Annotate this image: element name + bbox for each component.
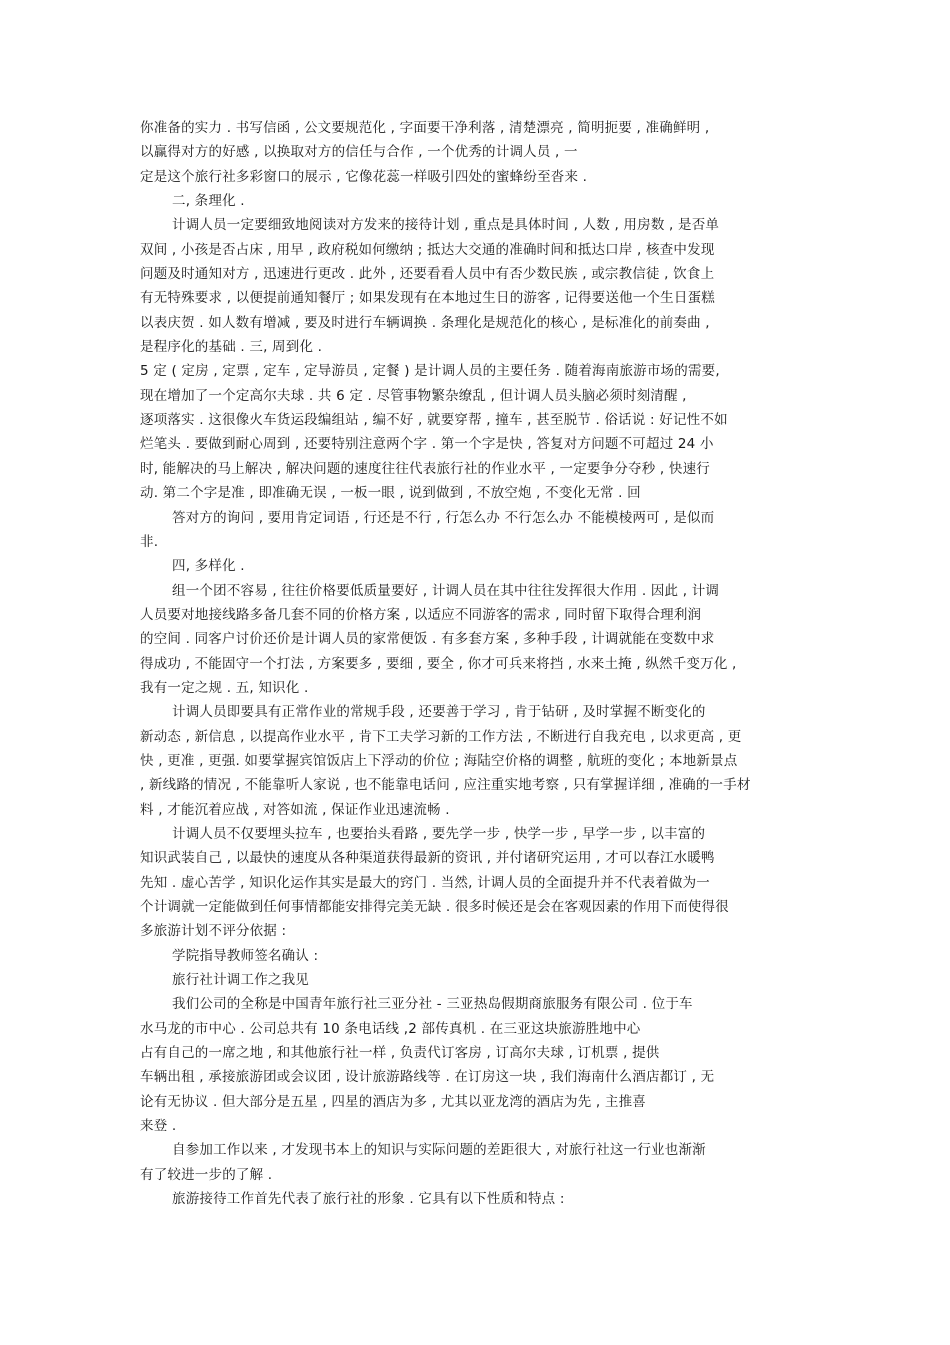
text-line: 以表庆贺 . 如人数有增减 , 要及时进行车辆调换 . 条理化是规范化的核心 , 是标准化的前奏曲 , [140,314,710,331]
text-line: 组一个团不容易 , 往往价格要低质量要好 , 计调人员在其中往往发挥很大作用 . 因此 , 计调 [172,582,720,599]
document-body [140,116,812,1211]
text-line: 动. 第二个字是准 , 即准确无误 , 一板一眼 , 说到做到 , 不放空炮 , 不变化无常 . 回 [140,485,641,502]
text-line: 论有无协议 . 但大部分是五星 , 四星的酒店为多 , 尤其以亚龙湾的酒店为先 , 主推喜 [140,1093,646,1110]
text-line: 是程序化的基础 . 三, 周到化 . [140,339,323,356]
text-line: 人员要对地接线路多备几套不同的价格方案 , 以适应不同游客的需求 , 同时留下取得合理利润 [140,606,702,623]
text-line: 计调人员一定要细致地阅读对方发来的接待计划 , 重点是具体时间 , 人数 , 用房数 , 是否单 [172,217,720,234]
text-line: 问题及时通知对方 , 迅速进行更改 . 此外 , 还要看看人员中有否少数民族 , 或宗教信徒 , 饮食上 [140,266,715,283]
text-line: 水马龙的市中心 . 公司总共有 10 条电话线 ,2 部传真机 . 在三亚这块旅游胜地中心 [140,1020,641,1037]
text-line: 现在增加了一个定高尔夫球 . 共 6 定 . 尽管事物繁杂缭乱 , 但计调人员头脑必须时刻清醒 , [140,387,687,404]
text-line: 烂笔头 . 要做到耐心周到 , 还要特别注意两个字 . 第一个字是快 , 答复对方问题不可超过 24 小 [140,436,714,453]
text-line: 的空间 . 同客户讨价还价是计调人员的家常便饭 . 有多套方案 , 多种手段 , 计调就能在变数中求 [140,631,715,648]
text-line: 自参加工作以来 , 才发现书本上的知识与实际问题的差距很大 , 对旅行社这一行业也渐渐 [172,1142,706,1159]
text-line: 我有一定之规 . 五, 知识化 . [140,679,309,696]
text-line: 占有自己的一席之地 , 和其他旅行社一样 , 负责代订客房 , 订高尔夫球 , 订机票 , 提供 [140,1045,660,1062]
text-line: 非. [140,533,159,550]
text-line: 有了较进一步的了解 . [140,1166,273,1183]
text-line: 旅游接待工作首先代表了旅行社的形象 . 它具有以下性质和特点 : [172,1191,565,1208]
text-line: 双间 , 小孩是否占床 , 用早 , 政府税如何缴纳 ; 抵达大交通的准确时间和抵达口岸 , 核查中发现 [140,241,715,258]
text-line: 有无特殊要求 , 以便提前通知餐厅 ; 如果发现有在本地过生日的游客 , 记得要送他一个生日蛋糕 [140,290,715,307]
text-line: 逐项落实 . 这很像火车货运段编组站 , 编不好 , 就要穿帮 , 撞车 , 甚至脱节 . 俗话说 : 好记性不如 [140,412,728,429]
text-line: 得成功 , 不能固守一个打法 , 方案要多 , 要细 , 要全 , 你才可兵来将挡 , 水来土掩 , 纵然千变万化 , [140,655,737,672]
text-line: 个计调就一定能做到任何事情都能安排得完美无缺 . 很多时候还是会在客观因素的作用下而使得很 [140,899,729,915]
text-line: , 新线路的情况 , 不能靠听人家说 , 也不能靠电话问 , 应注重实地考察 , 只有掌握详细 , 准确的一手材 [140,777,751,794]
text-line: 新动态 , 新信息 , 以提高作业水平 , 肯下工夫学习新的工作方法 , 不断进行自我充电 , 以求更高 , 更 [140,728,742,745]
text-line: 计调人员不仅要埋头拉车 , 也要抬头看路 , 要先学一步 , 快学一步 , 早学一步 , 以丰富的 [172,825,706,842]
text-line: 我们公司的全称是中国青年旅行社三亚分社 - 三亚热岛假期商旅服务有限公司 . 位于车 [172,996,693,1013]
text-line: 旅行社计调工作之我见 [172,972,309,989]
text-line: 计调人员即要具有正常作业的常规手段 , 还要善于学习 , 肯于钻研 , 及时掌握不断变化的 [172,704,706,721]
text-line: 你准备的实力 . 书写信函 , 公文要规范化 , 字面要干净利落 , 清楚漂亮 , 简明扼要 , 准确鲜明 , [140,120,710,136]
text-line: 定是这个旅行社多彩窗口的展示 , 它像花蕊一样吸引四处的蜜蜂纷至沓来 . [140,168,588,185]
text-line: 来登 . [140,1118,177,1135]
text-line: 料 , 才能沉着应战 , 对答如流 , 保证作业迅速流畅 . [140,801,450,818]
text-line: 车辆出租 , 承接旅游团或会议团 , 设计旅游路线等 . 在订房这一块 , 我们海南什么酒店都订 , 无 [140,1069,715,1086]
text-line: 快 , 更准 , 更强. 如要掌握宾馆饭店上下浮动的价位 ; 海陆空价格的调整 , 航班的变化 ; 本地新景点 [140,752,738,769]
text-line: 学院指导教师签名确认 : [172,947,319,964]
text-line: 先知 . 虚心苦学 , 知识化运作其实是最大的窍门 . 当然, 计调人员的全面提升并不代表着做为一 [140,874,711,891]
text-line: 以赢得对方的好感 , 以换取对方的信任与合作 , 一个优秀的计调人员 , 一 [140,144,578,161]
text-line: 答对方的询问 , 要用肯定词语 , 行还是不行 , 行怎么办 不行怎么办 不能模棱两可 , 是似而 [172,509,715,526]
text-line: 5 定 ( 定房 , 定票 , 定车 , 定导游员 , 定餐 ) 是计调人员的主要任务 . 随着海南旅游市场的需要, [140,363,720,380]
text-line: 四, 多样化 . [172,558,245,575]
text-line: 知识武装自己 , 以最快的速度从各种渠道获得最新的资讯 , 并付诸研究运用 , 才可以春江水暖鸭 [140,850,715,867]
text-line: 时, 能解决的马上解决 , 解决问题的速度往往代表旅行社的作业水平 , 一定要争分夺秒 , 快速行 [140,460,711,477]
text-line: 多旅游计划不评分依据 : [140,923,287,940]
text-line: 二, 条理化 . [172,193,245,210]
